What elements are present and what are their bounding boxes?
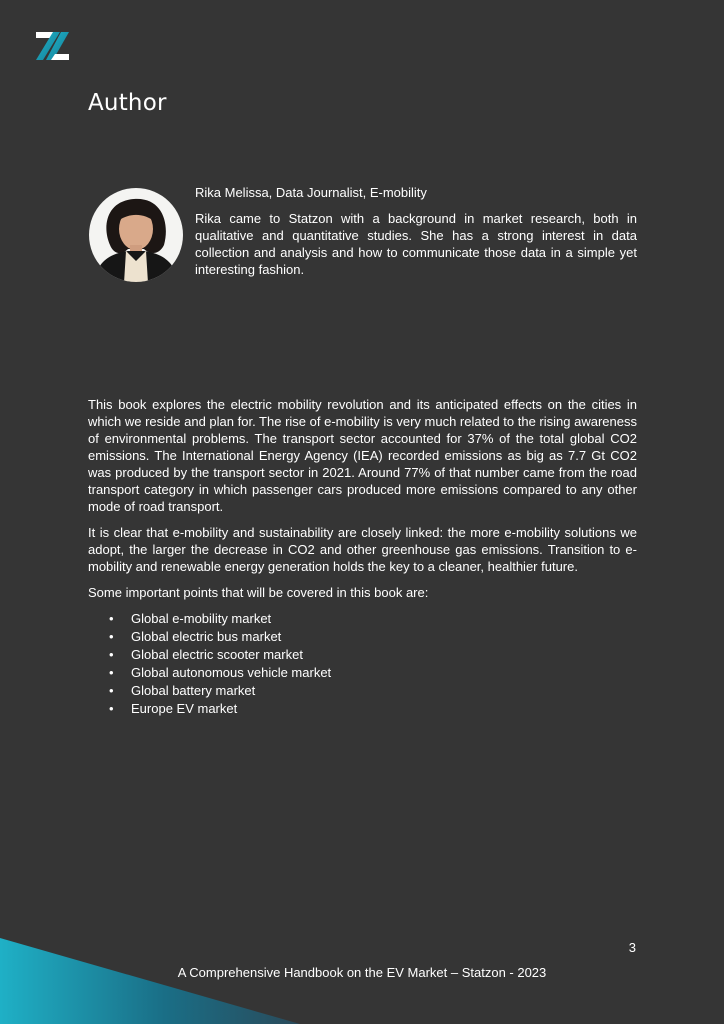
statzon-logo-icon (33, 30, 73, 62)
list-item: • Global electric bus market (109, 629, 282, 644)
list-item: • Global e-mobility market (109, 611, 272, 626)
book-description (88, 396, 637, 718)
author-name: Rika Melissa, Data Journalist, E-mobility (195, 185, 427, 200)
paragraph: It is clear that e-mobility and sustainability are closely linked: the more e-mobility solutions we adopt, the larger the decrease in CO2 and other greenhouse gas emissions. Transition to e-mobility and renewable energy generation holds the key to a cleaner, healthier future. (88, 525, 637, 574)
bullet-icon: • (109, 647, 114, 662)
page-title: Author (88, 90, 167, 116)
author-block (195, 184, 637, 278)
paragraph: This book explores the electric mobility revolution and its anticipated effects on the cities in which we reside and plan for. The rise of e-mobility is very much related to the rising awareness of environmental problems. The transport sector accounted for 37% of the total global CO2 emissions. The International Energy Agency (IEA) recorded emissions as big as 7.7 Gt CO2 was produced by the transport sector in 2021. Around 77% of that number came from the road transport category in which passenger cars produced more emissions compared to any other mode of road transport. (88, 397, 637, 514)
paragraph: Some important points that will be covered in this book are: (88, 585, 429, 600)
list-item: • Global autonomous vehicle market (109, 665, 332, 680)
bullet-icon: • (109, 629, 114, 644)
bullet-icon: • (109, 665, 114, 680)
list-item: • Europe EV market (109, 701, 238, 716)
footer-text: A Comprehensive Handbook on the EV Market – Statzon - 2023 (177, 965, 547, 980)
bullet-icon: • (109, 701, 114, 716)
bullet-icon: • (109, 683, 114, 698)
bullet-icon: • (109, 611, 114, 626)
key-points-list (88, 610, 637, 718)
author-avatar (88, 187, 184, 283)
list-item: • Global battery market (109, 683, 256, 698)
page-number: 3 (628, 940, 636, 955)
author-bio: Rika came to Statzon with a background in market research, both in qualitative and quantitative studies. She has a strong interest in data collection and analysis and how to communicate those data in a simple yet interesting fashion. (195, 211, 637, 277)
list-item: • Global electric scooter market (109, 647, 303, 662)
